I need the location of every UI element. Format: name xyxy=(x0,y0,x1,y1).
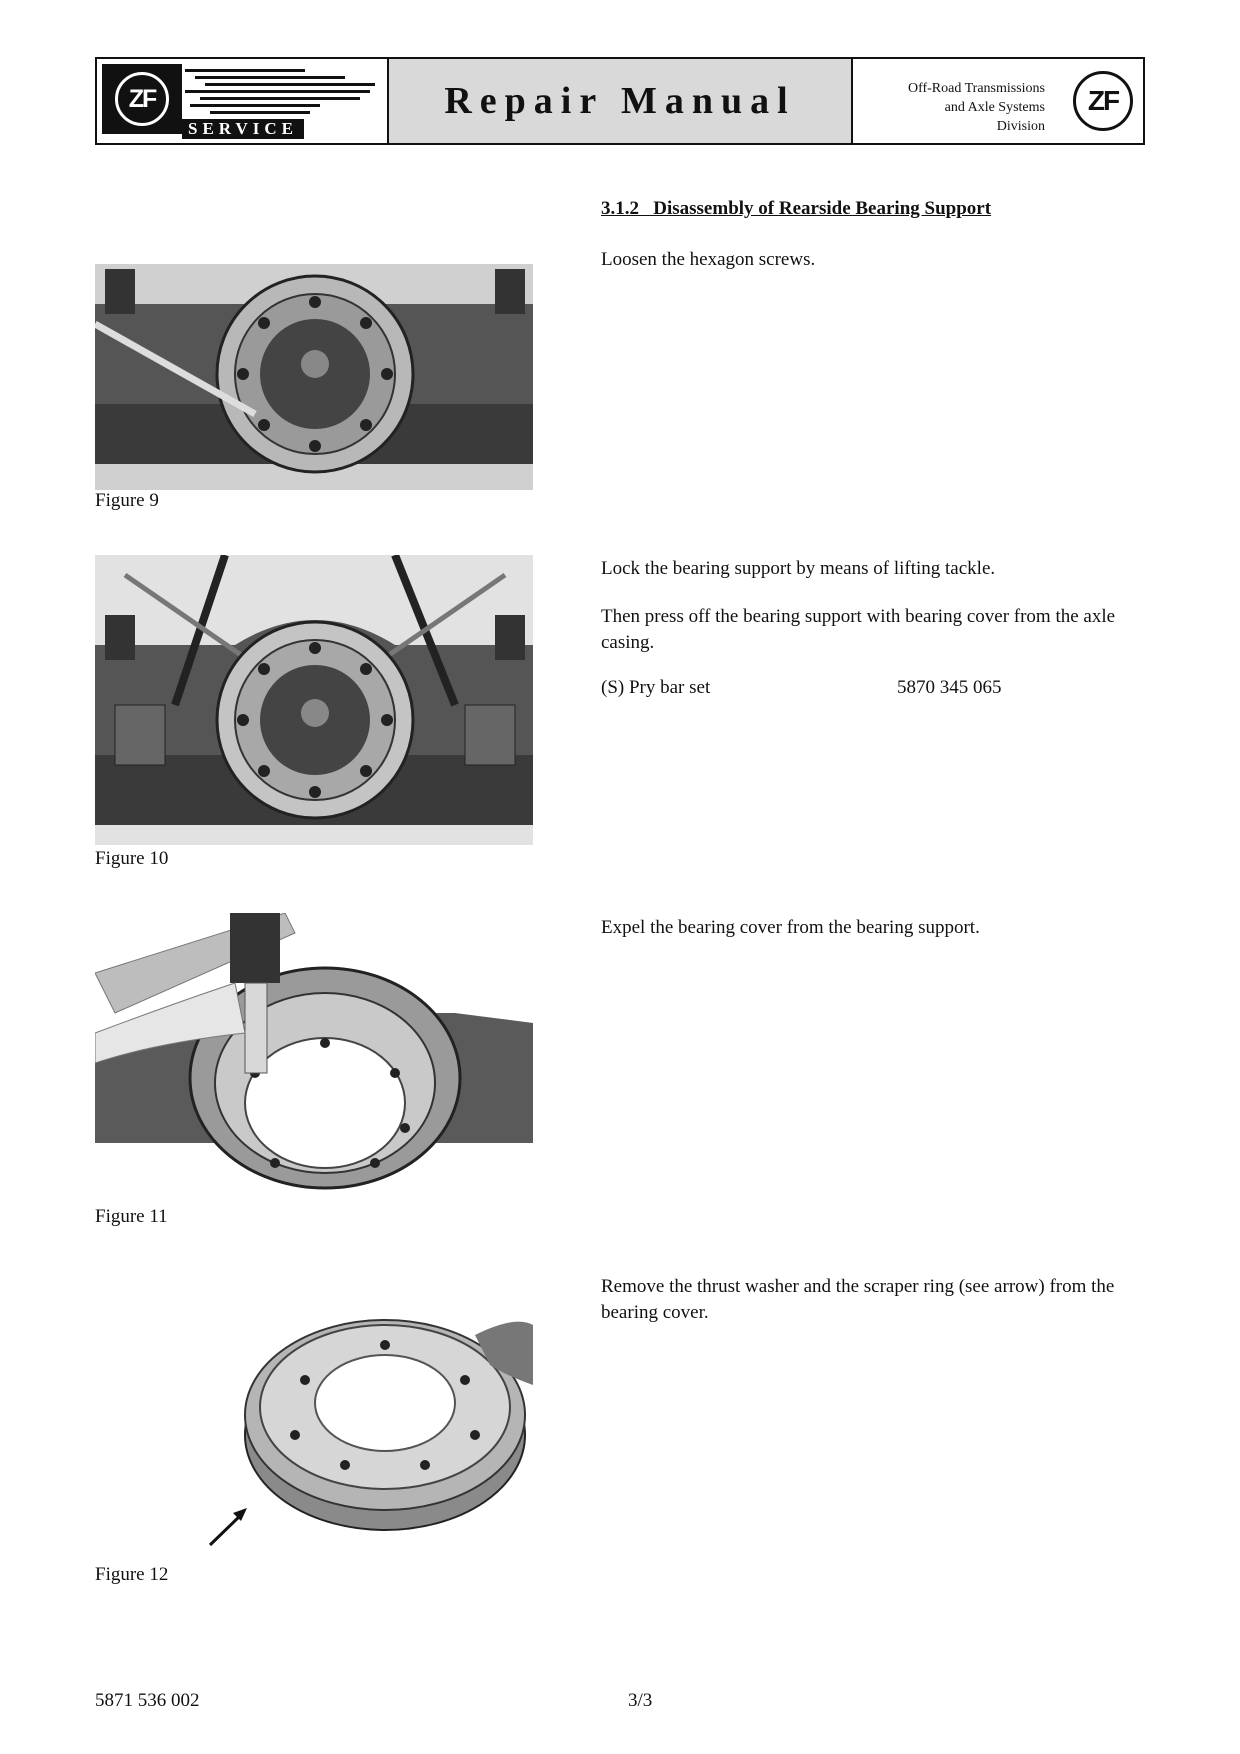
figure-9-caption: Figure 9 xyxy=(95,490,159,511)
division-line-2: and Axle Systems xyxy=(944,100,1045,115)
special-tool-name: (S) Pry bar set xyxy=(601,677,711,698)
figure-11-caption: Figure 11 xyxy=(95,1206,168,1227)
step-11-text: Expel the bearing cover from the bearing support. xyxy=(601,917,980,938)
speed-stripes-graphic xyxy=(185,67,375,117)
step-12-text: Remove the thrust washer and the scraper ring (see arrow) from the bearing cover. xyxy=(601,1276,1115,1323)
zf-logo-badge: ZF xyxy=(115,72,169,126)
section-heading: 3.1.2 Disassembly of Rearside Bearing Support xyxy=(601,198,992,219)
figure-10-photo xyxy=(95,555,533,845)
figure-12-photo xyxy=(95,1295,533,1555)
lifting-tackle-illustration xyxy=(95,555,533,845)
axle-housing-illustration xyxy=(95,264,533,490)
page-title: Repair Manual xyxy=(389,59,853,143)
page-number: 3/3 xyxy=(628,1690,653,1711)
step-10-text-b: Then press off the bearing support with bearing cover from the axle casing. xyxy=(601,606,1116,653)
figure-12-caption: Figure 12 xyxy=(95,1564,169,1585)
figure-11-photo xyxy=(95,913,533,1203)
service-label: SERVICE xyxy=(182,119,304,139)
page-header xyxy=(95,57,1145,145)
division-line-1: Off-Road Transmissions xyxy=(907,81,1045,96)
division-text xyxy=(908,79,1045,136)
step-10-text-a: Lock the bearing support by means of lifting tackle. xyxy=(601,558,996,579)
zf-logo-right: ZF xyxy=(1073,71,1133,131)
zf-logo-box xyxy=(102,64,182,134)
figure-10-caption: Figure 10 xyxy=(95,848,169,869)
division-line-3: Division xyxy=(996,119,1045,134)
document-number: 5871 536 002 xyxy=(95,1690,200,1711)
zf-service-logo xyxy=(97,59,389,143)
step-9-text: Loosen the hexagon screws. xyxy=(601,249,816,270)
special-tool-number: 5870 345 065 xyxy=(897,677,1002,698)
bearing-support-illustration xyxy=(95,913,533,1203)
bearing-cover-illustration xyxy=(95,1295,533,1555)
figure-9-photo xyxy=(95,264,533,490)
division-block xyxy=(853,59,1143,143)
